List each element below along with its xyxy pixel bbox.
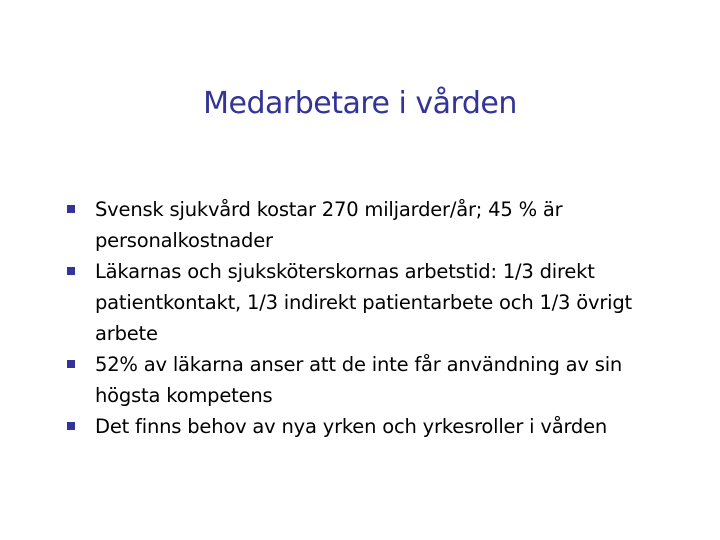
- bullet-item-3: [64, 349, 684, 411]
- bullet-item-2: [64, 256, 684, 349]
- bullet-text: 52% av läkarna anser att de inte får användning av sin högsta kompetens: [95, 353, 623, 407]
- square-bullet-icon: [67, 205, 75, 213]
- square-bullet-icon: [67, 267, 75, 275]
- bullet-item-4: [64, 411, 684, 442]
- bullet-text: Det finns behov av nya yrken och yrkesroller i vården: [95, 415, 608, 438]
- bullet-list: [64, 194, 684, 442]
- bullet-text: Svensk sjukvård kostar 270 miljarder/år; 45 % är personalkostnader: [95, 198, 563, 252]
- bullet-item-1: [64, 194, 684, 256]
- slide-title: Medarbetare i vården: [203, 86, 517, 121]
- square-bullet-icon: [67, 360, 75, 368]
- bullet-text: Läkarnas och sjuksköterskornas arbetstid: 1/3 direkt patientkontakt, 1/3 indirekt patientarbete och 1/3 övrigt arbete: [95, 260, 632, 345]
- square-bullet-icon: [67, 422, 75, 430]
